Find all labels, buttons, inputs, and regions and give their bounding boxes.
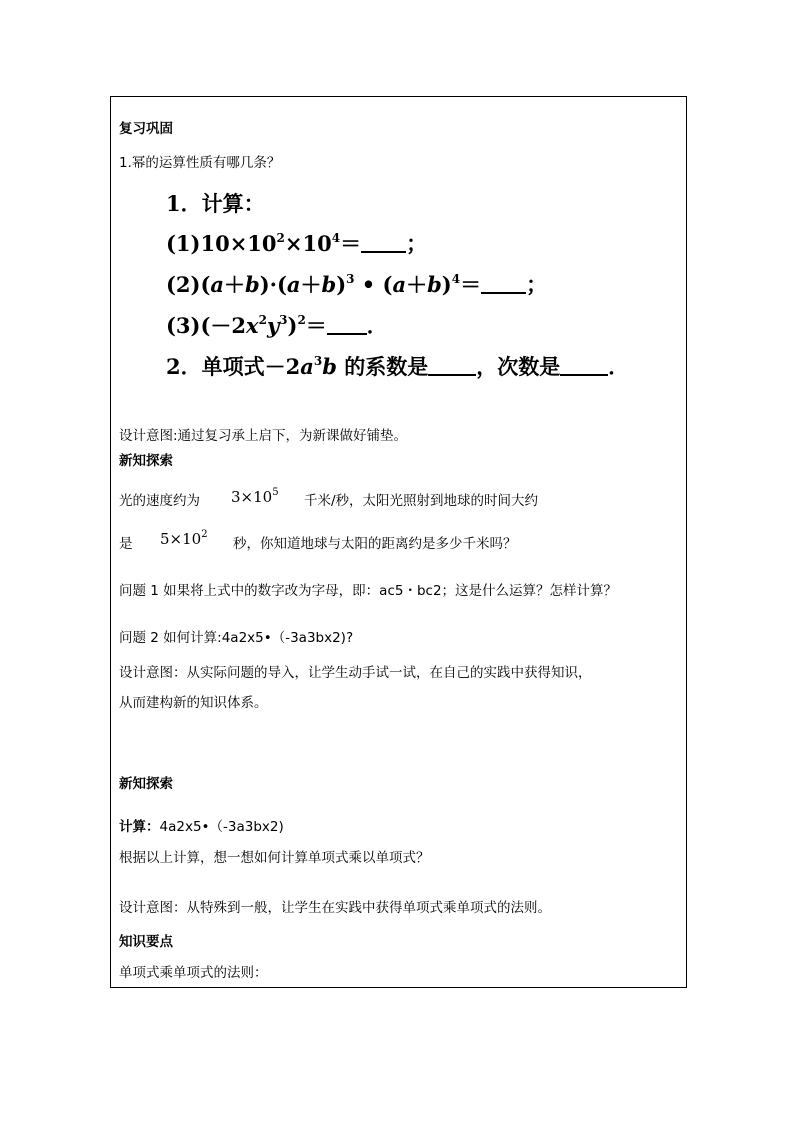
coefficient-blank[interactable] — [428, 356, 476, 376]
light-speed-value: $3\times 10^5$ — [231, 487, 279, 506]
review-heading: 复习巩固 — [119, 121, 173, 137]
explore-intent-line-1: 设计意图：从实际问题的导入，让学生动手试一试，在自己的实践中获得知识， — [119, 665, 592, 681]
explore-intent-line-2: 从而建构新的知识体系。 — [119, 695, 268, 711]
explore-heading-1: 新知探索 — [119, 453, 173, 469]
answer-blank-2[interactable] — [481, 274, 526, 294]
distance-question: 秒，你知道地球与太阳的距离约是多少千米吗？ — [233, 536, 517, 552]
calc-exercise: 计算：4a2x5•（-3a3bx2) — [119, 819, 284, 835]
question-2: 2．单项式$-2a^3b$ 的系数是 ，次数是 ． — [166, 354, 630, 379]
review-design-intent: 设计意图:通过复习承上启下，为新课做好铺垫。 — [119, 428, 408, 444]
knowledge-heading: 知识要点 — [119, 934, 173, 950]
problem-statement-2: 问题 2 如何计算:4a2x5•（-3a3bx2)? — [119, 630, 354, 646]
answer-blank-1[interactable] — [361, 233, 406, 253]
problem-3: $(3)(-2x^2y^3)^2=$ ． — [166, 313, 388, 338]
light-speed-text: 千米/秒，太阳光照射到地球的时间大约 — [304, 493, 539, 509]
problem-2: $(2)(a+b)\cdot(a+b)^3$ • $(a+b)^4=$ ； — [166, 272, 548, 297]
explore-heading-2: 新知探索 — [119, 776, 173, 792]
problem-1: $(1)10\times 10^2\times 10^4=$ ； — [166, 231, 428, 256]
rule-label: 单项式乘单项式的法则： — [119, 965, 268, 981]
degree-blank[interactable] — [560, 356, 608, 376]
rule-design-intent: 设计意图：从特殊到一般，让学生在实践中获得单项式乘单项式的法则。 — [119, 900, 551, 916]
time-label: 是 — [119, 536, 133, 552]
calc-title: 1．计算： — [166, 191, 265, 216]
time-value: $5\times 10^2$ — [160, 529, 208, 548]
review-question-1: 1.幂的运算性质有哪几条？ — [119, 155, 281, 171]
think-question: 根据以上计算，想一想如何计算单项式乘以单项式？ — [119, 850, 430, 866]
problem-statement-1: 问题 1 如果将上式中的数字改为字母，即：ac5・bc2；这是什么运算？怎样计算？ — [119, 583, 618, 599]
answer-blank-3[interactable] — [327, 315, 367, 335]
light-speed-label: 光的速度约为 — [119, 493, 200, 509]
